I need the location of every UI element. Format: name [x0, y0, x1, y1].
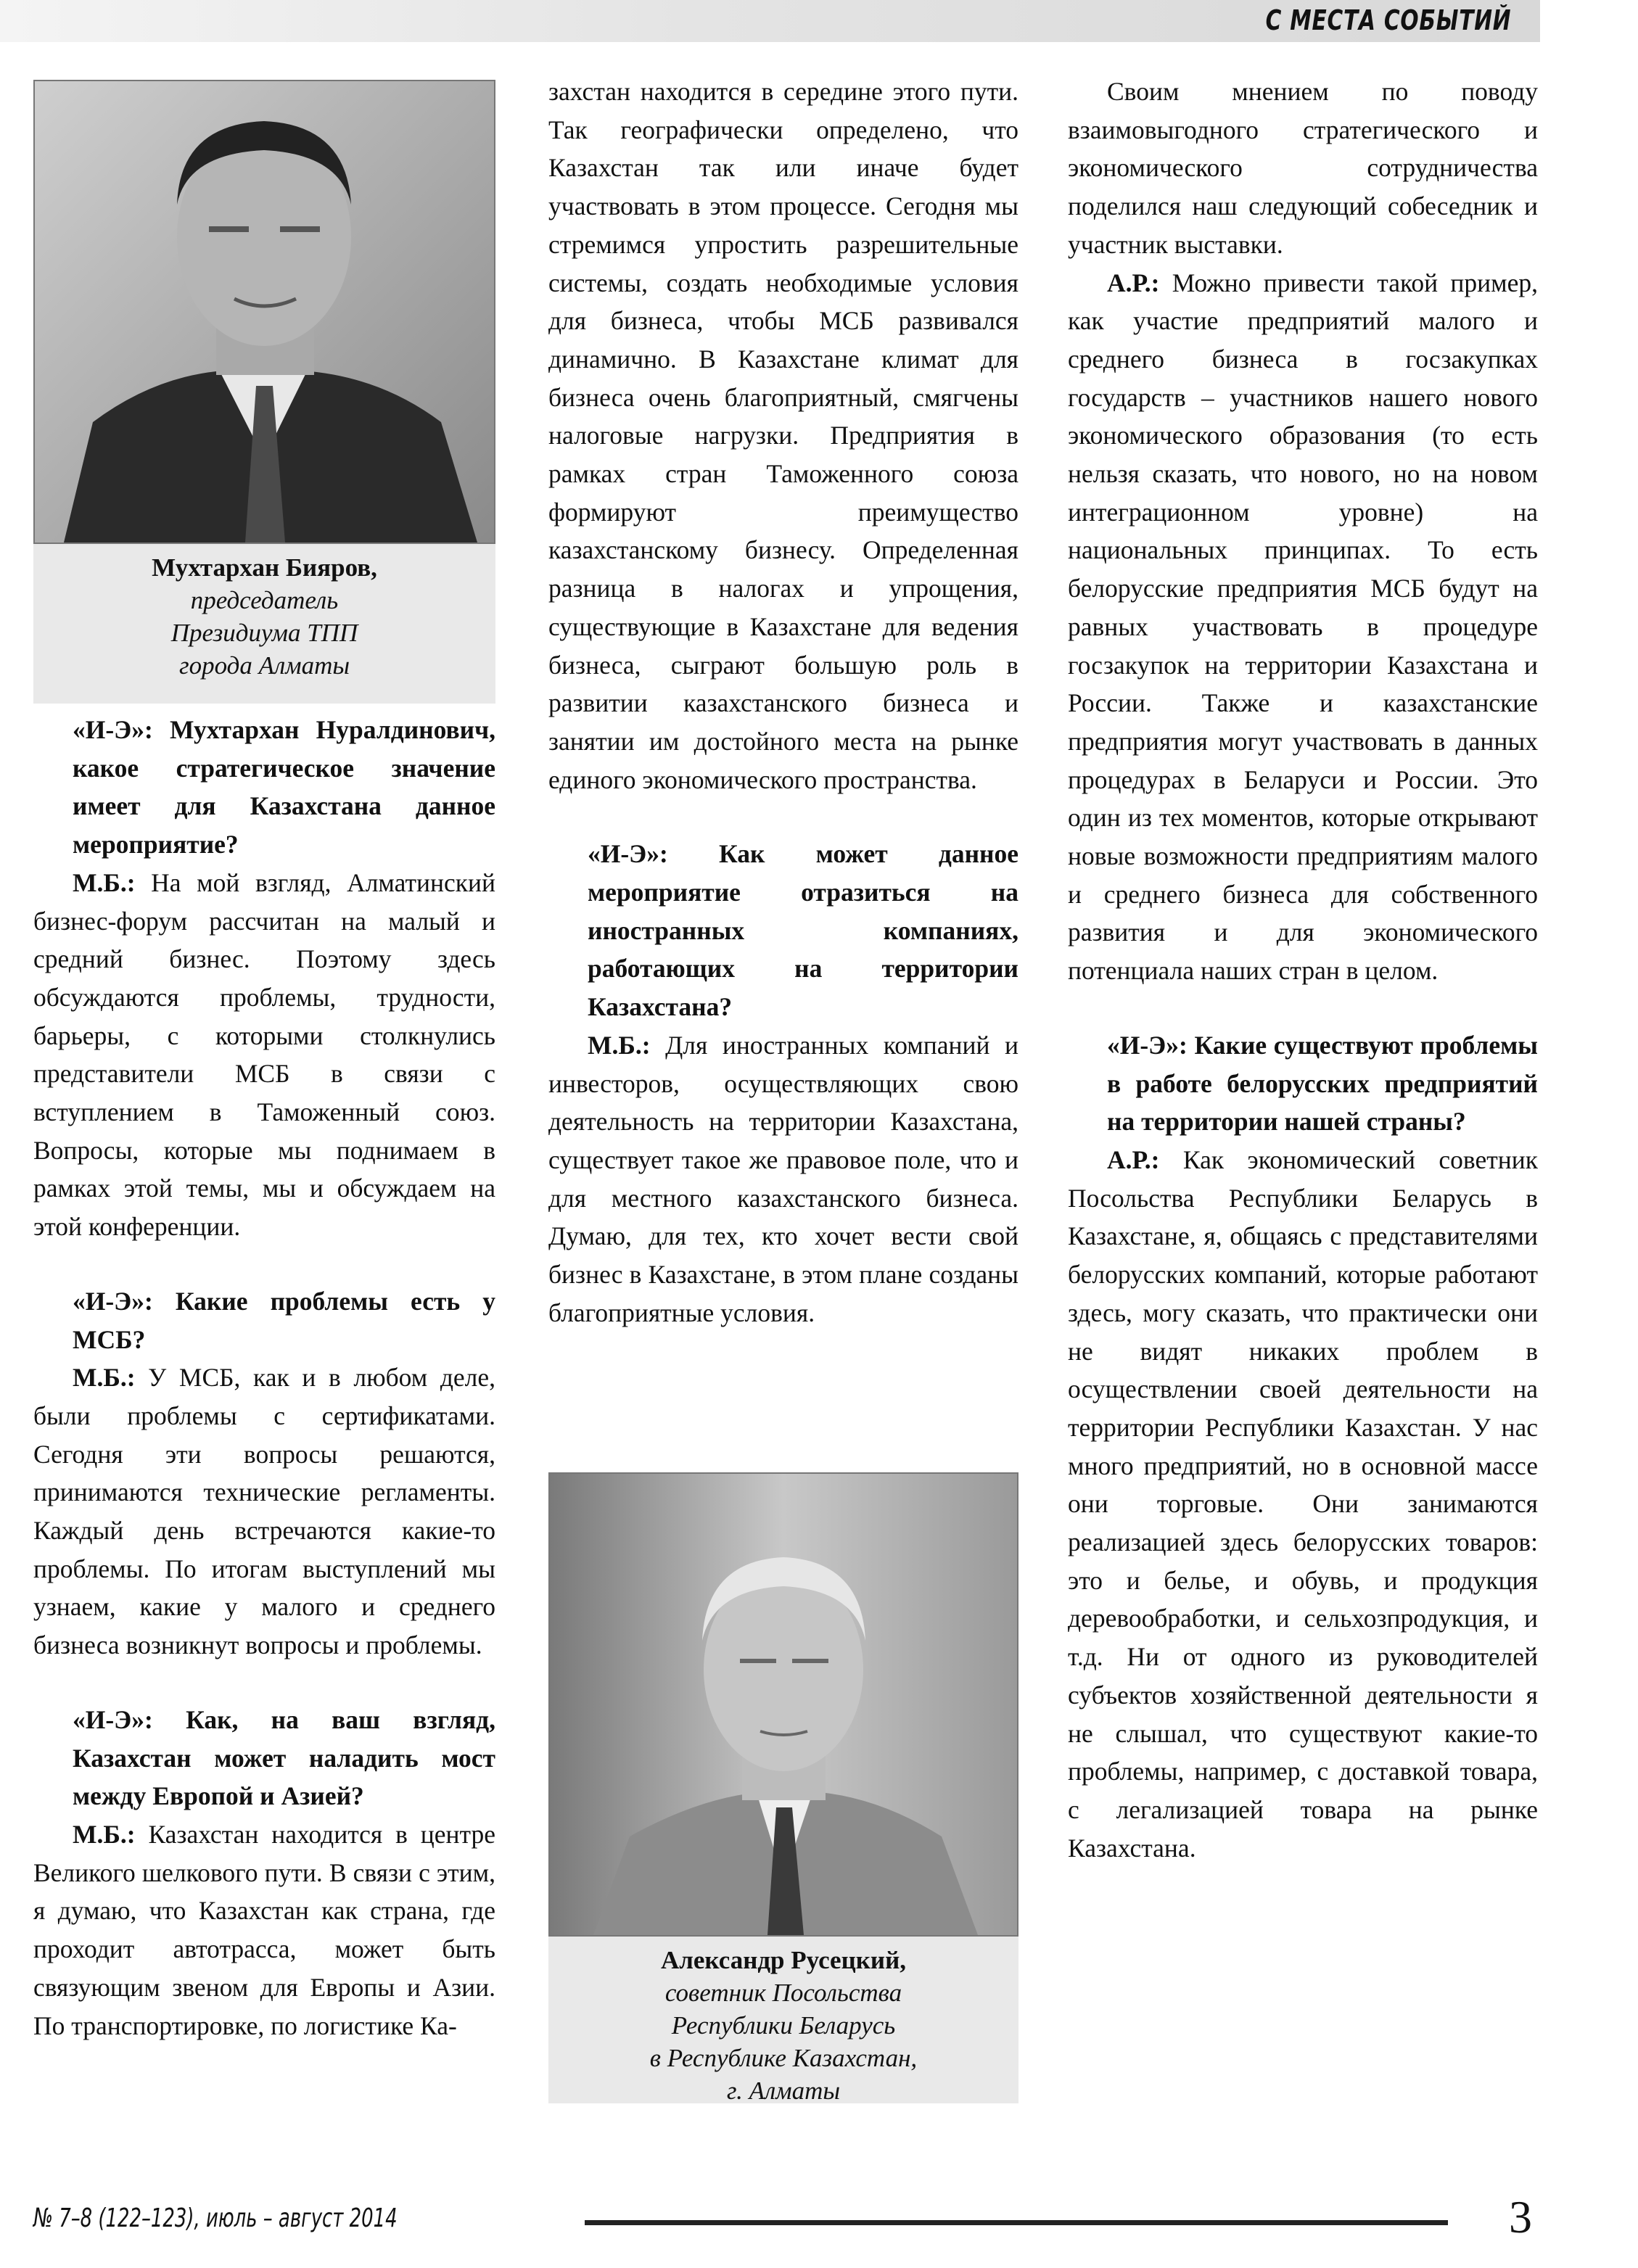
section-header-bar [0, 0, 1540, 42]
speaker-label: М.Б.: [73, 1363, 136, 1393]
photo2-caption-role-line: Республики Беларусь [671, 2011, 896, 2040]
photo1-caption [33, 551, 495, 682]
intro-paragraph: Своим мнением по поводу взаимовыгодного стратегического и экономического сотрудничества поделился наш следующий собеседник и участник выставки. [1068, 77, 1538, 259]
photo2-caption-name: Александр Русецкий, [660, 1946, 906, 1974]
answer-text: Казахстан находится в центре Великого шелкового пути. В связи с этим, я думаю, что Казахстан как страна, где проходит автотрасса, может быть связующим звеном для Европы и Азии. По транспортировке, по логистике Ка- [33, 1819, 495, 2040]
photo1-caption-name: Мухтархан Бияров, [152, 553, 377, 582]
speaker-label: А.Р.: [1107, 1145, 1160, 1174]
speaker-label: М.Б.: [588, 1030, 651, 1060]
photo2-caption-role-line: советник Посольства [664, 1979, 902, 2007]
column-1 [33, 711, 495, 2045]
section-title: С МЕСТА СОБЫТИЙ [1265, 4, 1511, 36]
question-heading: «И-Э»: Какие существуют проблемы в работе белорусских предприятий на территории нашей страны? [1107, 1030, 1538, 1137]
answer-text: Для иностранных компаний и инвесторов, осуществляющих свою деятельность на территории Казахстана, существует такое же правовое поле, что и для местного казахстанского бизнеса. Думаю, для тех, кто хочет вести свой бизнес в Казахстане, в этом плане созданы благоприятные условия. [548, 1030, 1018, 1327]
portrait-illustration [550, 1474, 1017, 1935]
photo1-caption-box [33, 80, 495, 704]
column-3 [1068, 73, 1538, 1867]
answer-paragraph [1068, 264, 1538, 990]
question-heading: «И-Э»: Мухтархан Нуралдинович, какое стратегическое значение имеет для Казахстана данное мероприятие? [73, 715, 495, 859]
column-2 [548, 73, 1018, 1332]
answer-text: Можно привести такой пример, как участие предприятий малого и среднего бизнеса в госзакупках государств – участников нашего нового экономического образования (то есть нельзя сказать, что нового, но на новом интеграционном уровне) на национальных принципах. То есть белорусские предприятия МСБ будут на равных участвовать в процедуре госзакупок на территории Казахстана и России. Также и казахстанские предприятия могут участвовать в данных процедурах в Беларуси и России. Это один из тех моментов, которые открывают новые возможности предприятиям малого и среднего бизнеса для собственного развития и для экономического потенциала наших стран в целом. [1068, 268, 1538, 986]
speaker-label: М.Б.: [73, 1819, 136, 1849]
answer-paragraph [548, 1026, 1018, 1332]
photo2-caption-box [548, 1472, 1018, 2103]
photo2-caption-role-line: г. Алматы [726, 2077, 841, 2105]
speaker-label: М.Б.: [73, 867, 136, 897]
portrait-photo-biyarov [33, 80, 495, 544]
answer-paragraph [1068, 1141, 1538, 1867]
speaker-label: А.Р.: [1107, 268, 1160, 297]
portrait-illustration [35, 81, 494, 543]
photo2-caption [548, 1944, 1018, 2107]
question-heading: «И-Э»: Как может данное мероприятие отразиться на иностранных компаниях, работающих на территории Казахстана? [588, 839, 1018, 1022]
issue-info: № 7–8 (122–123), июль – август 2014 [33, 2203, 398, 2233]
footer-divider [585, 2220, 1448, 2225]
page-number: 3 [1509, 2191, 1532, 2243]
answer-text: У МСБ, как и в любом деле, были проблемы с сертификатами. Сегодня эти вопросы решаются, принимаются технические регламенты. Каждый день встречаются какие-то проблемы. По итогам выступлений мы узнаем, какие у малого и среднего бизнеса возникнут вопросы и проблемы. [33, 1363, 495, 1660]
photo1-caption-role-line: председатель [190, 586, 339, 614]
portrait-photo-rusetsky [548, 1472, 1018, 1937]
photo1-caption-role-line: Президиума ТПП [170, 619, 358, 647]
question-heading: «И-Э»: Как, на ваш взгляд, Казахстан может наладить мост между Европой и Азией? [73, 1704, 495, 1811]
answer-text: На мой взгляд, Алматинский бизнес-форум рассчитан на малый и средний бизнес. Поэтому здесь обсуждаются проблемы, трудности, барьеры, с которыми столкнулись представители МСБ в связи с вступлением в Таможенный союз. Вопросы, которые мы поднимаем в рамках этой темы, мы и обсуждаем на этой конференции. [33, 867, 495, 1242]
photo1-caption-role-line: города Алматы [178, 651, 350, 680]
photo2-caption-role-line: в Республике Казахстан, [649, 2044, 918, 2072]
answer-text: Как экономический советник Посольства Республики Беларусь в Казахстане, я, общаясь с представителями белорусских компаний, которые работают здесь, могу сказать, что практически они не видят никаких проблем в осуществлении своей деятельности на территории Республики Казахстан. У нас много предприятий, но в основной массе они торговые. Они занимаются реализацией здесь белорусских товаров: это и белье, и обувь, и продукция деревообработки, и сельхозпродукция, и т.д. Ни от одного из руководителей субъектов хозяйственной деятельности я не слышал, что существуют какие-то проблемы, например, с доставкой товара, с легализацией товара на рынке Казахстана. [1068, 1145, 1538, 1863]
answer-paragraph [33, 864, 495, 1246]
answer-paragraph [33, 1358, 495, 1665]
question-heading: «И-Э»: Какие проблемы есть у МСБ? [73, 1286, 495, 1354]
answer-continuation: захстан находится в середине этого пути. Так географически определено, что Казахстан так или иначе будет участвовать в этом процессе. Сегодня мы стремимся упростить разрешительные системы, создать необходимые условия для бизнеса, чтобы МСБ развивался динамично. В Казахстане климат для бизнеса очень благоприятный, смягчены налоговые нагрузки. Предприятия в рамках стран Таможенного союза формируют преимущество казахстанскому бизнесу. Определенная разница в налогах и упрощения, существующие в Казахстане для ведения бизнеса, сыграют большую роль в развитии казахстанского бизнеса и занятии им достойного места на рынке единого экономического пространства. [548, 77, 1018, 794]
answer-paragraph [33, 1815, 495, 2045]
